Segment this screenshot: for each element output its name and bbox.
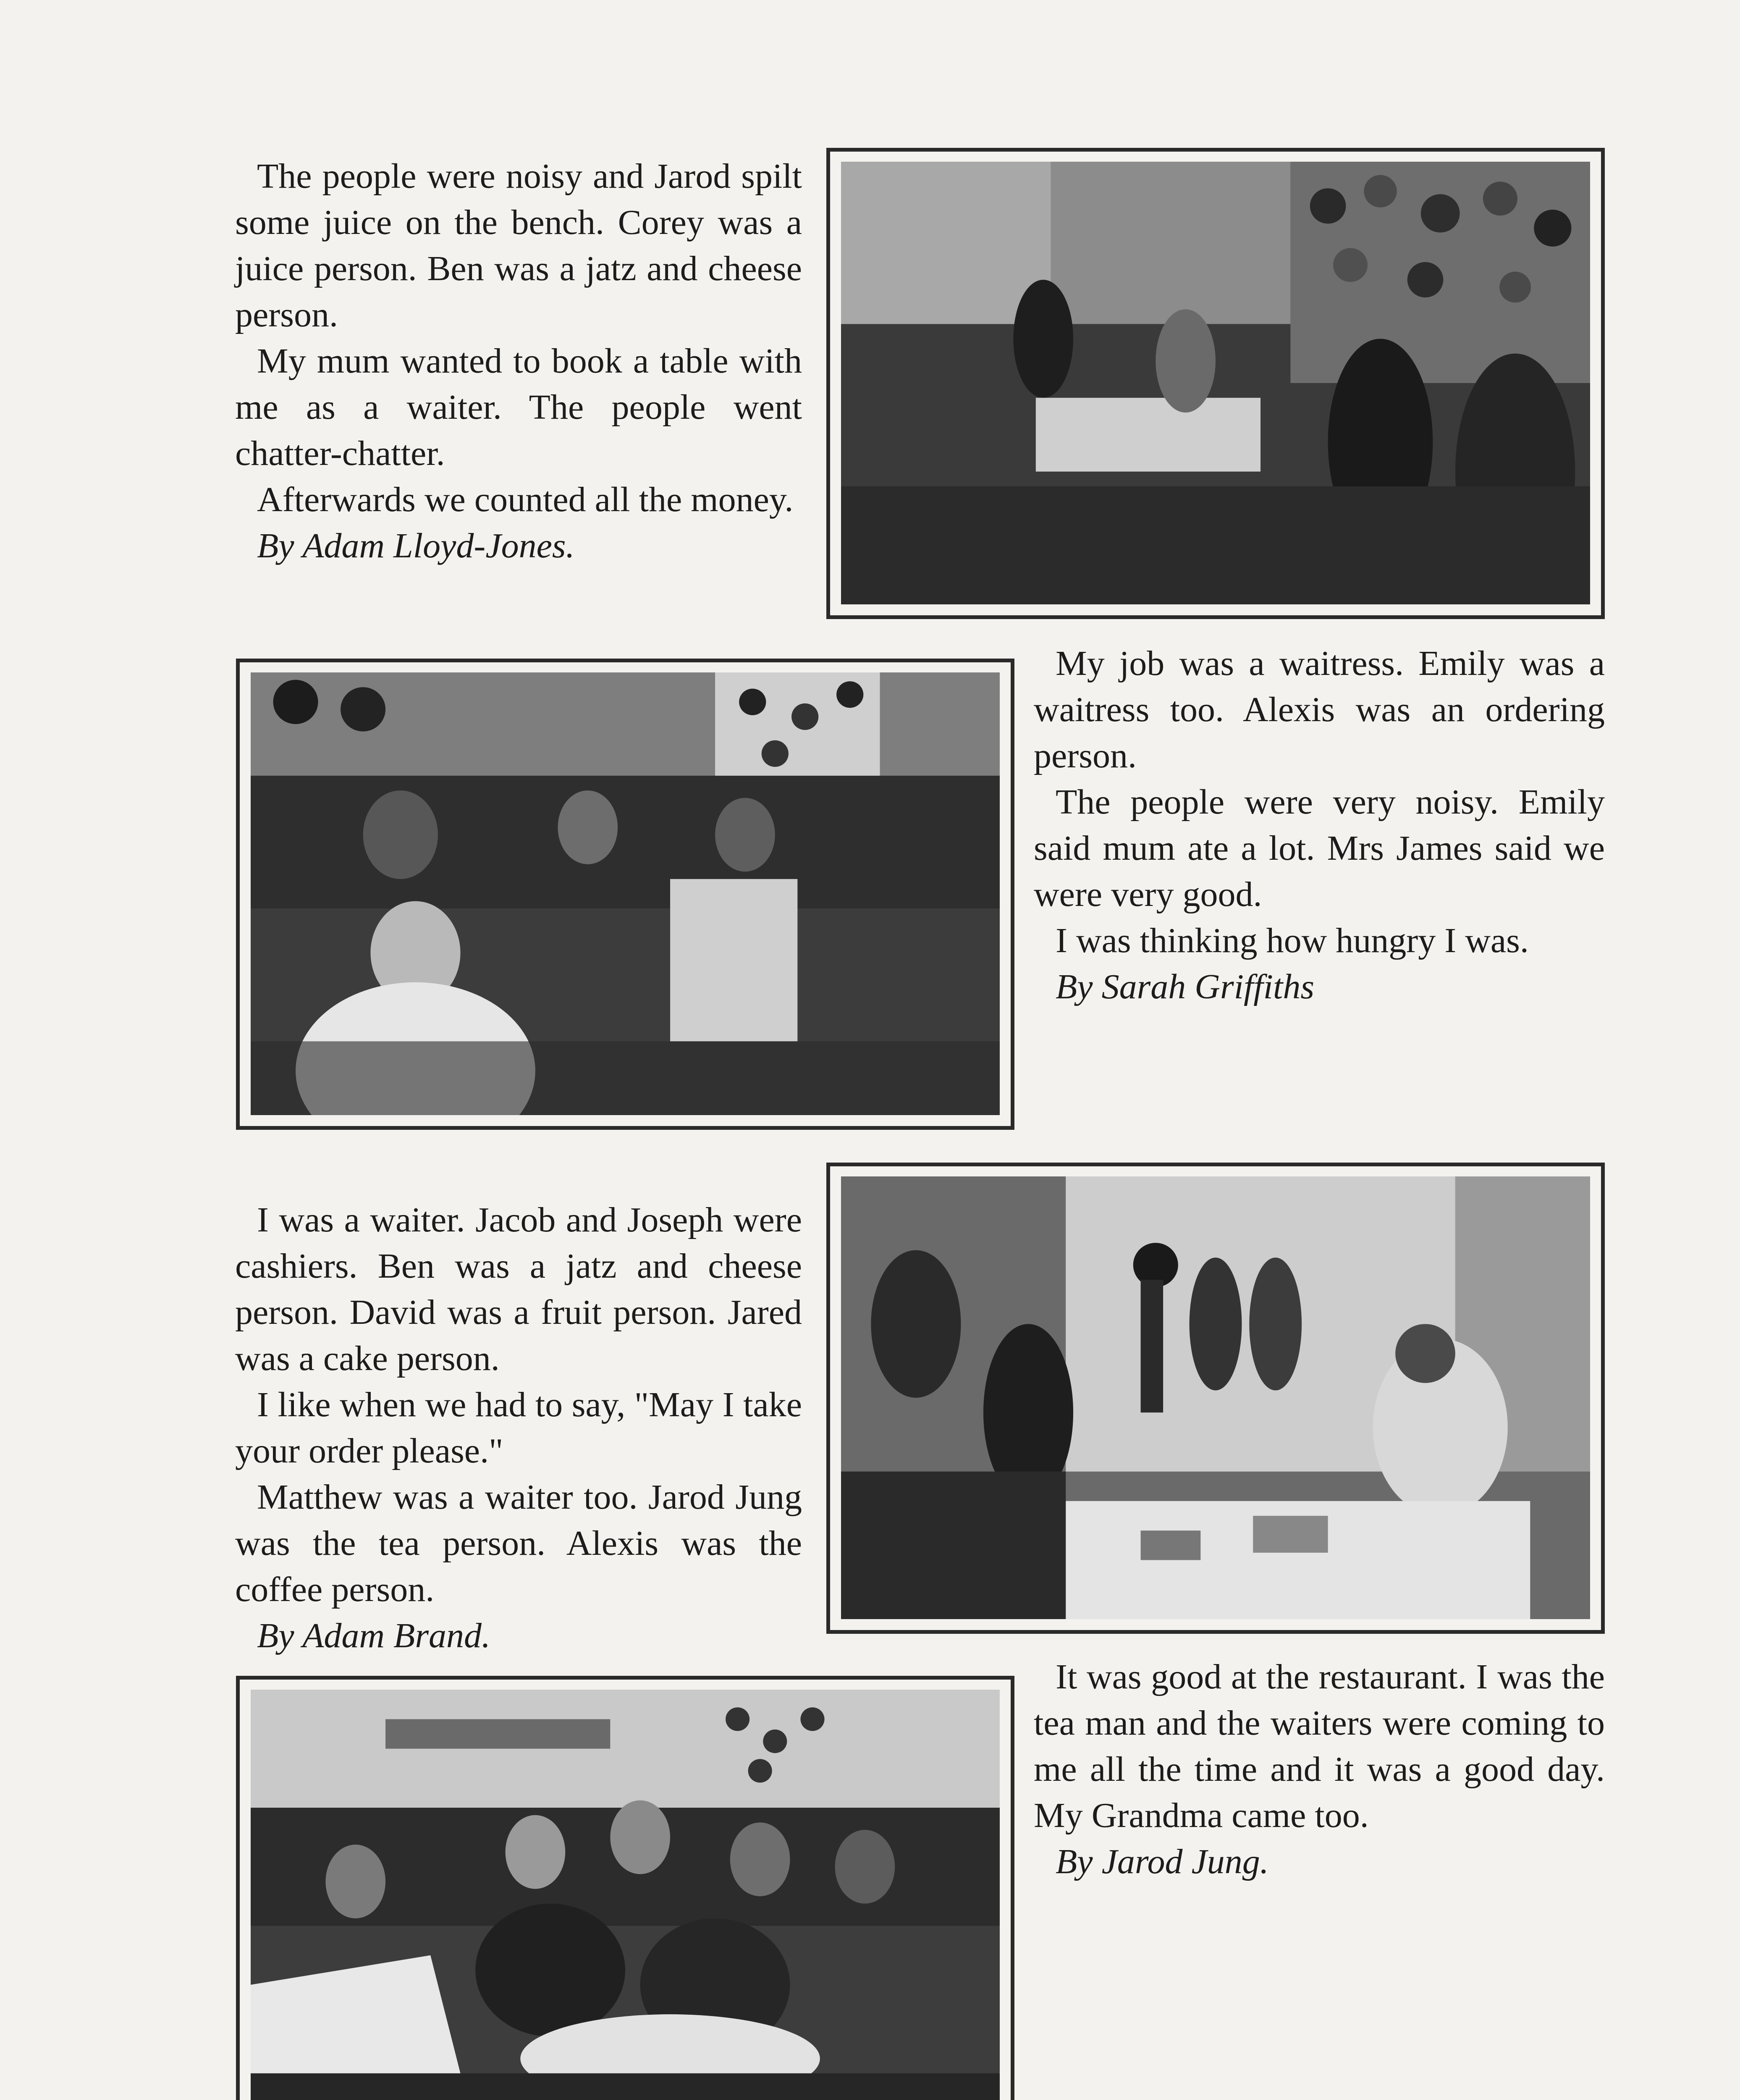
photo-image — [841, 162, 1590, 604]
story-paragraph: It was good at the restaurant. I was the tea man and the waiters were coming to me all the time and it was a good day. My Grandma came too. — [1034, 1657, 1605, 1835]
photo-image — [251, 1690, 1000, 2100]
story-paragraph: The people were very noisy. Emily said mum ate a lot. Mrs James said we were very good. — [1034, 782, 1605, 914]
story-paragraph: I was a waiter. Jacob and Joseph were cashiers. Ben was a jatz and cheese person. David was a fruit person. Jared was a cake person. — [235, 1200, 802, 1378]
story-jarod-jung — [1034, 1654, 1605, 1885]
story-sarah-griffiths — [1034, 640, 1605, 1010]
story-paragraph: I like when we had to say, "May I take your order please." — [235, 1385, 802, 1470]
story-byline: By Sarah Griffiths — [1056, 967, 1315, 1006]
story-byline: By Jarod Jung. — [1056, 1842, 1269, 1881]
photo-lunch-tables — [236, 1676, 1014, 2100]
photo-image — [251, 672, 1000, 1115]
story-paragraph: My mum wanted to book a table with me as a waiter. The people went chatter-chatter. — [235, 341, 802, 473]
photo-image — [841, 1176, 1590, 1619]
story-adam-lloyd-jones — [235, 153, 802, 569]
photo-seated-students — [236, 659, 1014, 1130]
story-paragraph: The people were noisy and Jarod spilt some juice on the bench. Corey was a juice person. Ben was a jatz and cheese person. — [235, 157, 802, 334]
story-byline: By Adam Brand. — [257, 1616, 491, 1655]
story-paragraph: Afterwards we counted all the money. — [257, 480, 794, 519]
story-paragraph: Matthew was a waiter too. Jarod Jung was the tea person. Alexis was the coffee person. — [235, 1478, 802, 1609]
story-byline: By Adam Lloyd-Jones. — [257, 526, 575, 565]
photo-students-by-wall — [826, 1163, 1605, 1634]
story-paragraph: My job was a waitress. Emily was a waitress too. Alexis was an ordering person. — [1034, 644, 1605, 775]
story-adam-brand — [235, 1197, 802, 1659]
story-paragraph: I was thinking how hungry I was. — [1056, 921, 1529, 960]
photo-classroom-table — [826, 148, 1605, 619]
